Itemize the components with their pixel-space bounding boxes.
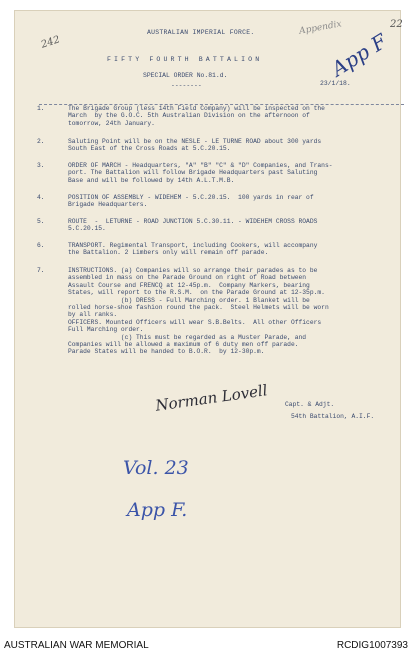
item-number: 1. — [37, 105, 45, 112]
item-number: 3. — [37, 162, 45, 169]
archive-footer — [0, 638, 413, 654]
signatory-unit: 54th Battalion, A.I.F. — [291, 413, 375, 421]
handwritten-page-number: 242 — [39, 34, 62, 51]
order-number: SPECIAL ORDER No.81.d. — [143, 72, 228, 79]
item-number: 5. — [37, 218, 45, 225]
force-heading: AUSTRALIAN IMPERIAL FORCE. — [147, 29, 255, 36]
handwritten-corner-number: 22 — [390, 19, 403, 30]
item-number: 4. — [37, 194, 45, 201]
document-page — [14, 10, 401, 628]
item-text: POSITION OF ASSEMBLY - WIDEHEM - 5.C.20.15. 100 yards in rear of Brigade Headquarters. — [68, 194, 314, 209]
handwritten-app-top: App F — [327, 28, 392, 82]
order-date: 23/1/18. — [320, 80, 351, 87]
item-number: 2. — [37, 138, 45, 145]
item-text: ORDER OF MARCH - Headquarters, "A" "B" "C" & "D" Companies, and Trans- port. The Battalion will follow Brigade Headquarters past Saluting Base and will be followed by 14th A.L.T.M.B. — [68, 162, 333, 184]
handwritten-appendix: App F. — [127, 499, 188, 521]
item-text: Saluting Point will be on the NESLE - LE TURNE ROAD about 300 yards South East of the Cross Roads at 5.C.20.15. — [68, 138, 322, 153]
archive-name: AUSTRALIAN WAR MEMORIAL — [4, 640, 149, 651]
order-number-underline: -------- — [171, 82, 202, 89]
signatory-rank: Capt. & Adjt. — [285, 401, 335, 408]
pencil-annotation: Appendix — [298, 19, 343, 37]
handwritten-signature: Norman Lovell — [154, 381, 269, 415]
battalion-heading: FIFTY FOURTH BATTALION — [107, 56, 263, 63]
item-text: TRANSPORT. Regimental Transport, including Cookers, will accompany the Battalion. 2 Limbers only will remain off parade. — [68, 242, 318, 257]
item-text: The Brigade Group (less 14th Field Company) will be inspected on the March by the G.O.C. 5th Australian Division on the afternoon of tomorrow, 24th January. — [68, 105, 325, 127]
handwritten-volume: Vol. 23 — [123, 457, 189, 479]
signature-block — [285, 401, 374, 421]
item-text: INSTRUCTIONS. (a) Companies will so arrange their parades as to be assembled in mass on the Parade Ground on right of Road between Assault Course and FRENCQ at 12-45p.m. Company Markers, bearing States, will report to the R.S.M. on the Parade Ground at 12-35p.m. (b) DRESS - Full Marching order. 1 Blanket will be rolled horse-shoe fashion round the pack. Steel Helmets will be worn by all ranks. OFFICERS. Mounted Officers will wear S.B.Belts. All other Officers Full Marching order. (c) This must be regarded as a Muster Parade, and Companies will be allowed a maximum of 6 duty men off parade. Parade States will be handed to B.O.R. by 12-30p.m. — [68, 267, 329, 356]
item-text: ROUTE - LETURNE - ROAD JUNCTION 5.C.30.11. - WIDEHEM CROSS ROADS 5.C.20.15. — [68, 218, 318, 233]
item-number: 6. — [37, 242, 45, 249]
item-number: 7. — [37, 267, 45, 274]
archive-reference: RCDIG1007393 — [336, 640, 408, 651]
